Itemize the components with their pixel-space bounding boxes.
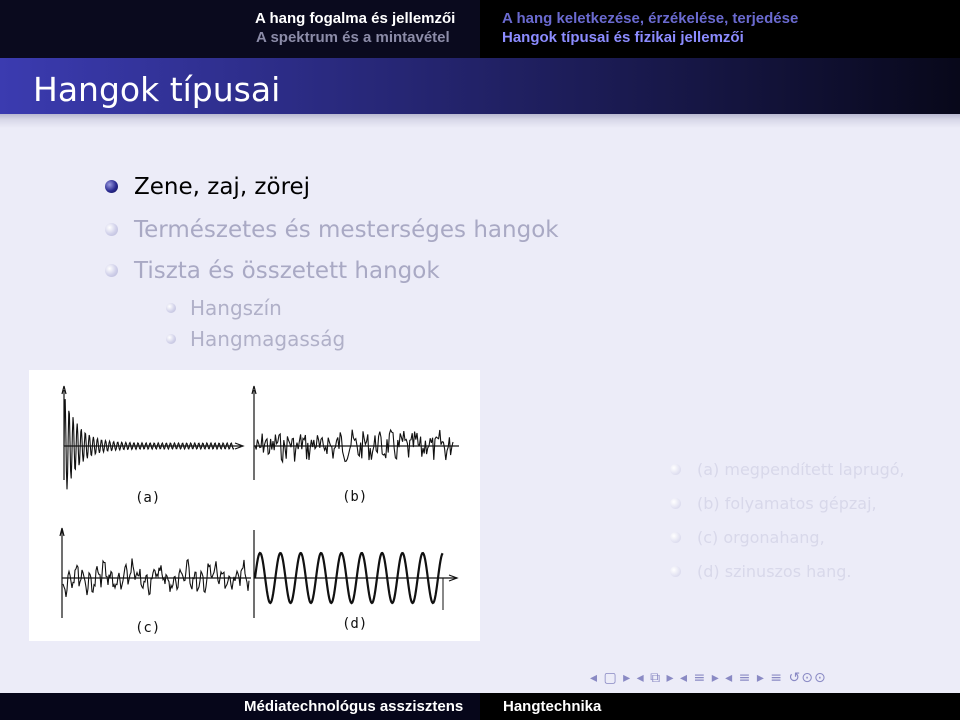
frame-title: Hangok típusai [33,70,281,109]
nav-section-hangok-tipusai[interactable]: Hangok típusai és fizikai jellemzői [502,29,744,46]
caption-c: (c) orgonahang, [697,528,825,547]
nav-section-hang-fogalma[interactable]: A hang fogalma és jellemzői [255,10,456,27]
title-shadow [0,114,960,128]
item-termeszetes-hangok: Természetes és mesterséges hangok [134,217,559,243]
figure-label-a: (a) [135,490,161,506]
bullet-icon [105,223,118,236]
nav-section-keletkezes[interactable]: A hang keletkezése, érzékelése, terjedése [502,10,799,27]
footer-author: Médiatechnológus asszisztens [244,698,464,715]
caption-bullet-icon [670,464,681,475]
figure-label-b: (b) [342,489,368,505]
sub-bullet-icon [166,334,176,344]
waveform-figure [29,370,480,641]
item-tiszta-hangok: Tiszta és összetett hangok [134,258,440,284]
caption-bullet-icon [670,566,681,577]
bullet-icon [105,180,118,193]
caption-d: (d) szinuszos hang. [697,562,852,581]
bullet-icon [105,264,118,277]
item-zene-zaj-zorej: Zene, zaj, zörej [134,174,311,200]
nav-section-spektrum[interactable]: A spektrum és a mintavétel [256,29,450,46]
footer-bar [0,693,960,720]
caption-bullet-icon [670,532,681,543]
caption-a: (a) megpendített laprugó, [697,460,905,479]
caption-b: (b) folyamatos gépzaj, [697,494,877,513]
subitem-hangszin: Hangszín [190,296,282,320]
waveform-svg [29,370,480,641]
figure-label-d: (d) [342,616,368,632]
beamer-navigation-symbols[interactable]: ◂ ▢ ▸ ◂ ⧉ ▸ ◂ ≡ ▸ ◂ ≡ ▸ ≡ ↺⊙⊙ [590,670,827,686]
subitem-hangmagassag: Hangmagasság [190,327,346,351]
sub-bullet-icon [166,303,176,313]
footer-title: Hangtechnika [503,698,602,715]
figure-label-c: (c) [135,620,161,636]
header-bar [0,0,960,58]
waveform-a [64,399,234,489]
caption-bullet-icon [670,498,681,509]
